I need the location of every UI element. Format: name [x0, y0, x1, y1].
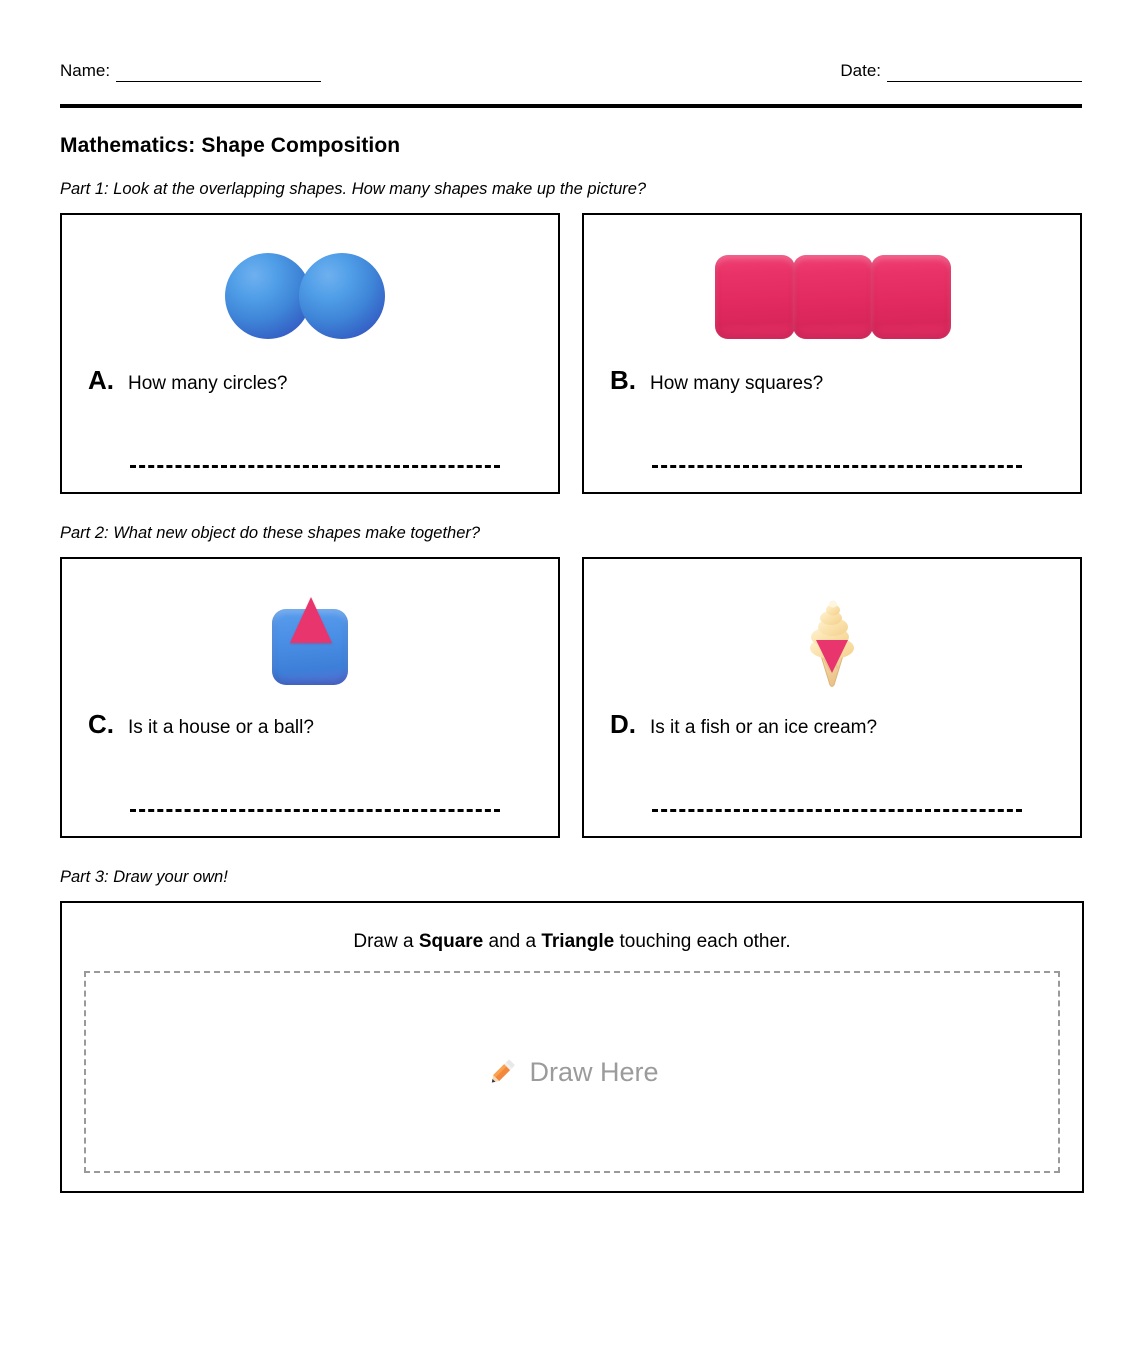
- triangle-icon: [816, 640, 848, 673]
- circle-icon: [299, 253, 385, 339]
- page-title: Mathematics: Shape Composition: [60, 134, 401, 157]
- square-icon: [715, 255, 795, 339]
- part-2-question-grid: [60, 557, 1082, 838]
- part-2-label: Part 2: What new object do these shapes make together?: [60, 524, 481, 542]
- question-a-letter: A.: [88, 365, 114, 395]
- question-b-text-row: [584, 365, 1080, 396]
- question-a-text-row: [62, 365, 558, 396]
- question-d-prompt: Is it a fish or an ice cream?: [650, 717, 878, 738]
- question-a-prompt: How many circles?: [128, 373, 288, 394]
- question-c-text-row: [62, 709, 558, 740]
- question-b-answer-line[interactable]: [652, 465, 1022, 468]
- question-c-answer-line[interactable]: [130, 809, 500, 812]
- name-field-group: [60, 61, 321, 82]
- question-d-answer-line[interactable]: [652, 809, 1022, 812]
- name-write-line[interactable]: [116, 68, 321, 82]
- question-a-box: [60, 213, 560, 494]
- square-triangle-composite-icon: [264, 595, 356, 687]
- ice-cream-triangle-composite-icon: [797, 593, 867, 689]
- square-icon: [793, 255, 873, 339]
- question-b-prompt: How many squares?: [650, 373, 824, 394]
- three-squares-icon: [715, 255, 949, 339]
- question-c-figure: [62, 559, 558, 709]
- question-a-answer-line[interactable]: [130, 465, 500, 468]
- two-circles-icon: [225, 251, 395, 343]
- question-d-text-row: [584, 709, 1080, 740]
- question-c-letter: C.: [88, 709, 114, 739]
- pencil-icon: [485, 1055, 519, 1089]
- draw-your-own-box: [60, 901, 1084, 1193]
- question-b-figure: [584, 215, 1080, 365]
- date-field-group: [840, 61, 1082, 82]
- draw-canvas-area[interactable]: [84, 971, 1060, 1173]
- student-info-row: [60, 48, 1082, 82]
- date-label: Date:: [840, 61, 881, 80]
- part-3-label: Part 3: Draw your own!: [60, 868, 228, 886]
- part-1-label: Part 1: Look at the overlapping shapes. How many shapes make up the picture?: [60, 180, 647, 198]
- name-label: Name:: [60, 61, 111, 80]
- question-b-box: [582, 213, 1082, 494]
- question-c-prompt: Is it a house or a ball?: [128, 717, 314, 738]
- question-a-figure: [62, 215, 558, 365]
- question-d-letter: D.: [610, 709, 636, 739]
- date-write-line[interactable]: [887, 68, 1082, 82]
- draw-shape-one: Square: [418, 931, 484, 952]
- draw-instruction: [84, 931, 1060, 953]
- part-1-question-grid: [60, 213, 1082, 494]
- draw-shape-two: Triangle: [541, 931, 615, 952]
- question-d-figure: [584, 559, 1080, 709]
- question-d-box: [582, 557, 1082, 838]
- triangle-icon: [290, 597, 332, 643]
- draw-instruction-middle: and a: [483, 931, 542, 952]
- draw-instruction-suffix: touching each other.: [614, 931, 791, 952]
- draw-instruction-prefix: Draw a: [353, 931, 419, 952]
- draw-here-placeholder: Draw Here: [529, 1056, 659, 1087]
- header-divider: [60, 104, 1082, 108]
- question-c-box: [60, 557, 560, 838]
- square-icon: [871, 255, 951, 339]
- question-b-letter: B.: [610, 365, 636, 395]
